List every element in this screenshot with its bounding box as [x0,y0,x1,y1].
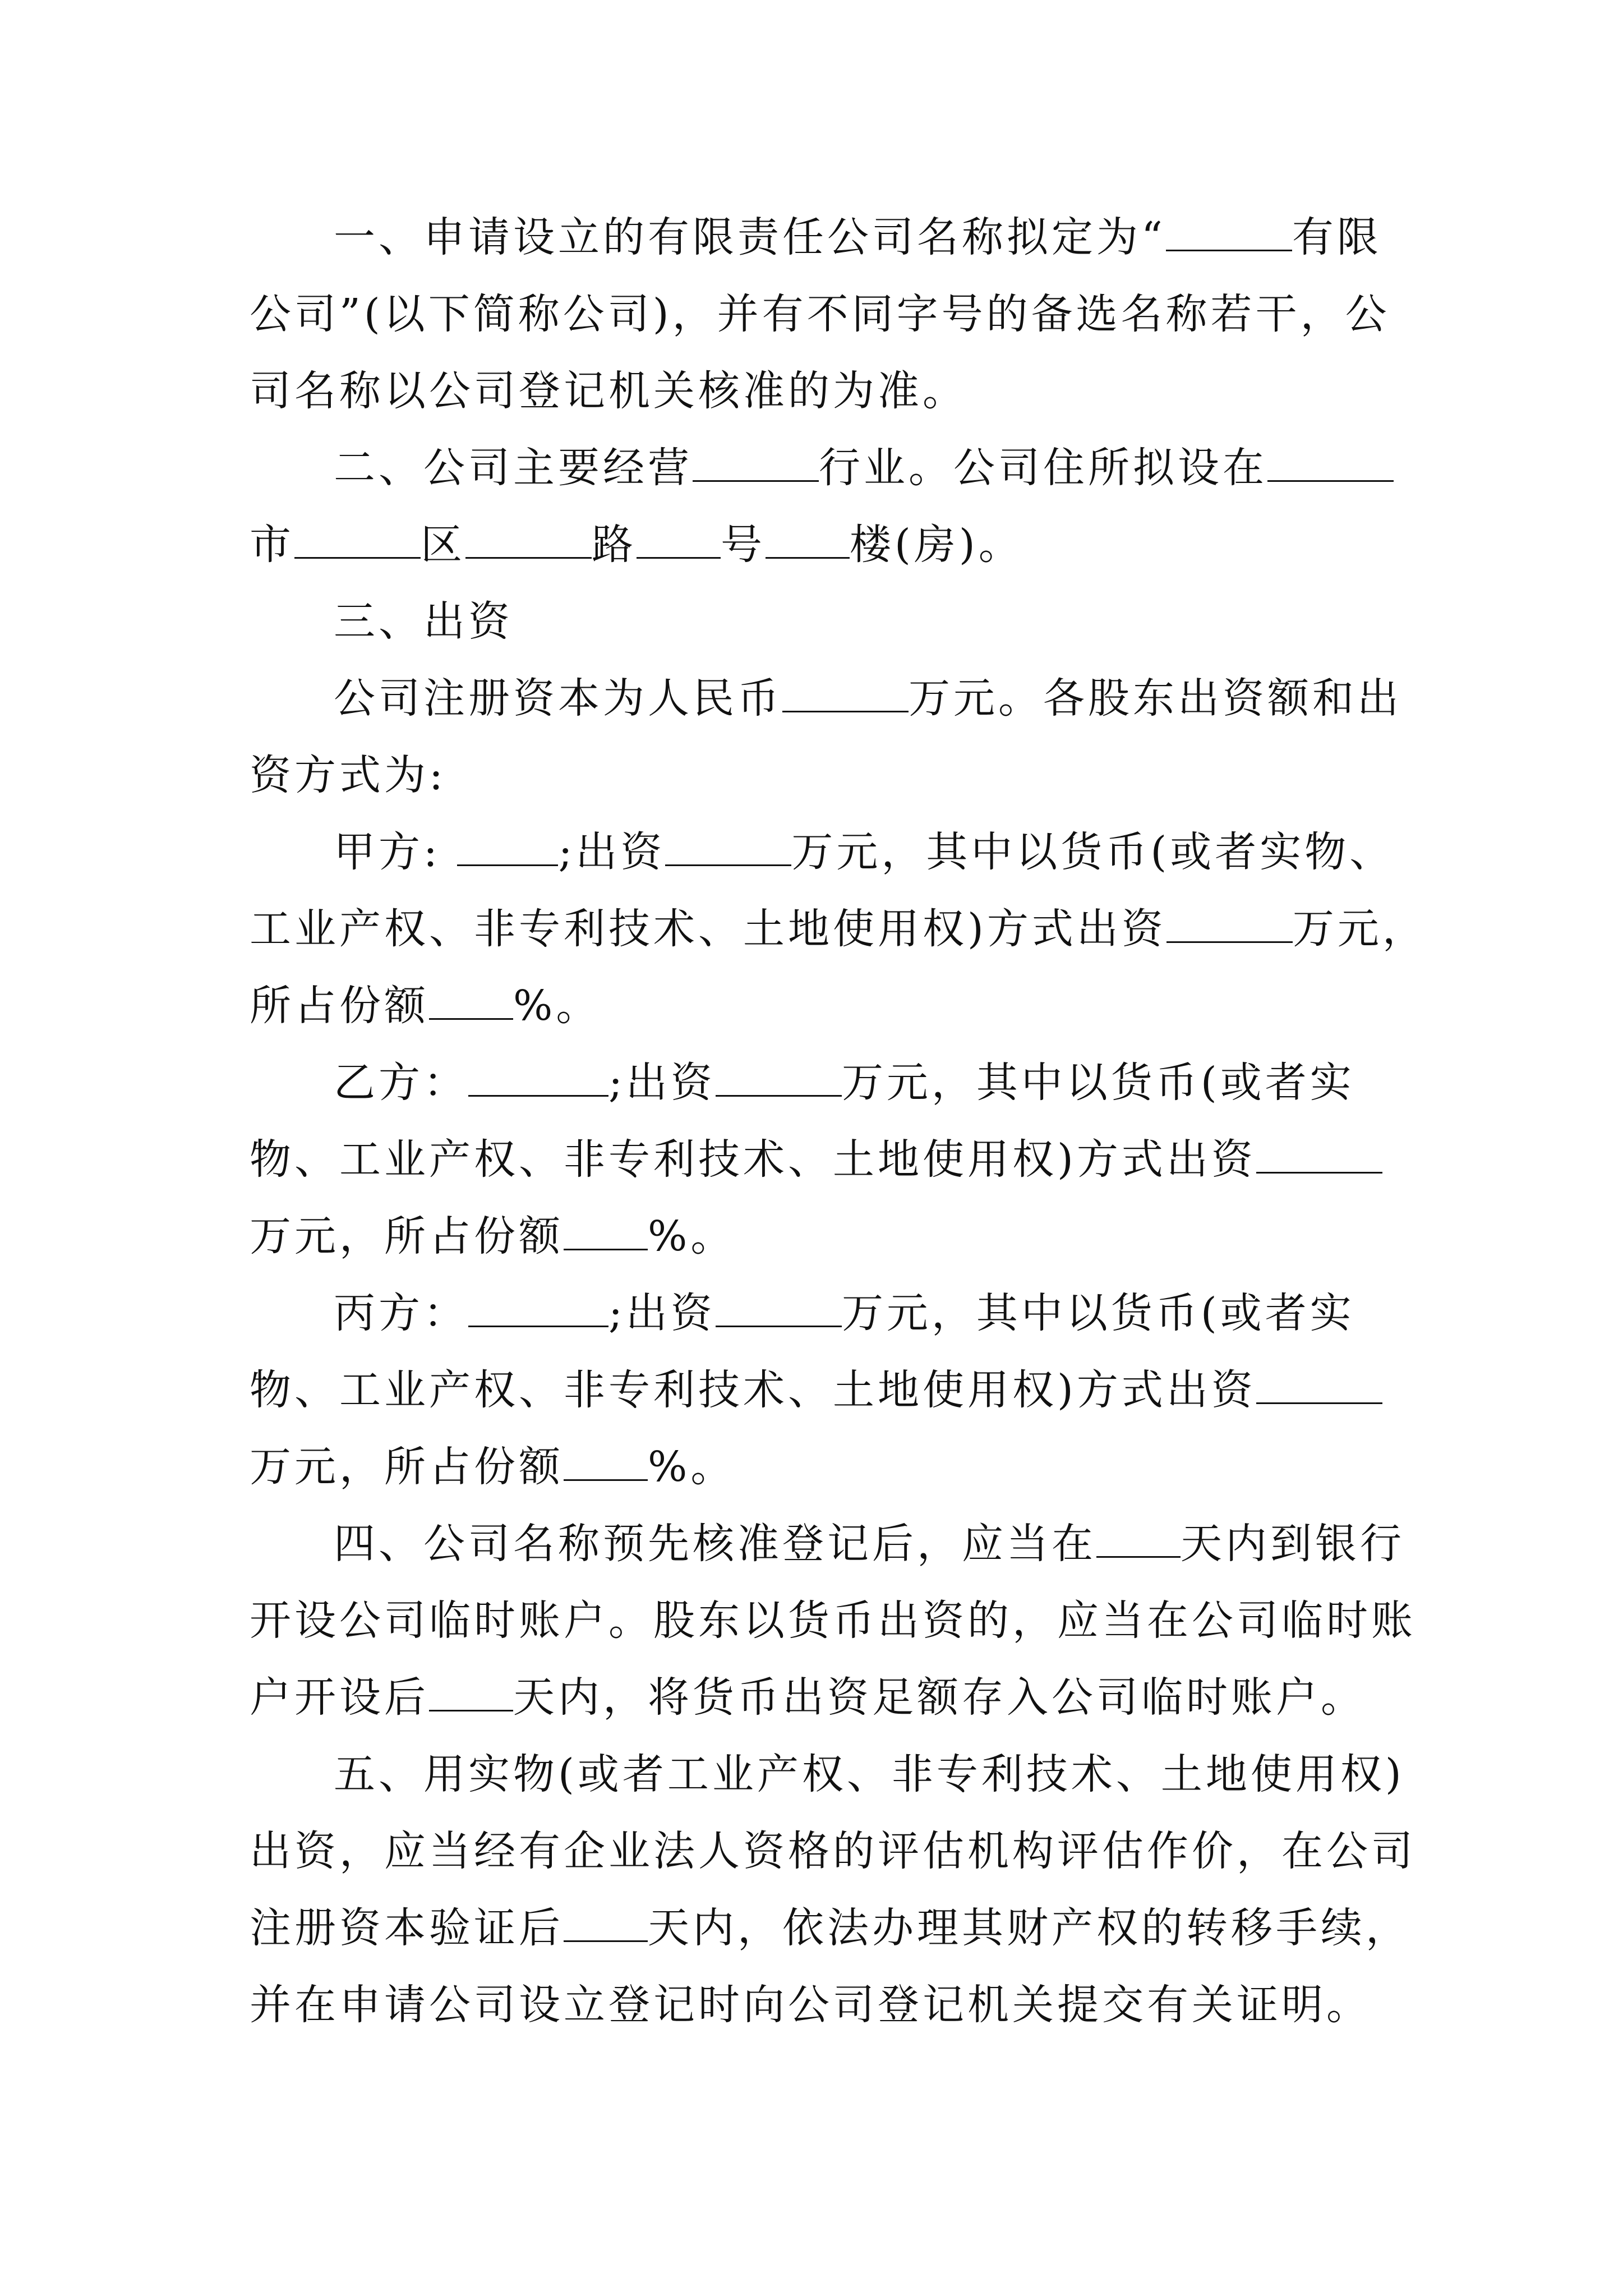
party-a-line-1 [250,814,1395,891]
article-4-text-2: 天内到银行 [1181,1520,1405,1568]
capital-line-2 [250,737,1382,814]
registered-capital-blank [782,676,909,712]
party-a-text-2: 万元，其中以货币(或者实物、 [791,828,1395,876]
road-blank [637,522,721,559]
party-c-text-3: 物、工业产权、非专利技术、土地使用权)方式出资 [250,1366,1256,1414]
party-b-text-4: 万元，所占份额 [250,1212,564,1260]
article-4-line-2 [250,1582,1416,1659]
city-label: 市 [250,521,294,569]
article-2-text: 二、公司主要经营 [334,444,693,492]
article-4-text-5: 天内，将货币出资足额存入公司临时账户。 [513,1673,1366,1722]
document-body [250,199,1427,2044]
transfer-days-blank [564,1906,648,1942]
road-label: 路 [592,521,637,569]
article-1-text-4: 司名称以公司登记机关核准的为准。 [250,367,967,415]
company-name-blank [1166,215,1292,251]
article-5-line-1 [250,1736,1405,1813]
article-5-line-3 [250,1890,1410,1967]
party-a-text-5: 所占份额 [250,982,429,1030]
district-blank [465,522,592,559]
party-a-share-blank [429,983,513,1020]
article-2-text-2: 行业。公司住所拟设在 [819,444,1267,492]
party-a-inkind-blank [1166,907,1293,943]
party-c-line-1 [250,1275,1382,1352]
party-b-line-2 [250,1121,1382,1198]
party-a-label: 甲方: [334,828,458,876]
capital-heading: 三、出资 [334,597,513,646]
party-c-text: ;出资 [608,1289,716,1337]
article-1-text-3: 公司”(以下简称公司)，并有不同字号的备选名称若干，公 [250,290,1390,338]
article-5-text-5: 并在申请公司设立登记时向公司登记机关提交有关证明。 [250,1981,1371,2029]
capital-text-2: 万元。各股东出资额和出 [909,674,1402,723]
party-a-text: ;出资 [558,828,666,876]
industry-blank [693,445,819,482]
party-b-share-blank [564,1214,648,1250]
party-b-name-blank [468,1060,608,1097]
party-b-text-3: 物、工业产权、非专利技术、土地使用权)方式出资 [250,1135,1256,1184]
party-a-name-blank [457,830,558,866]
capital-text: 公司注册资本为人民币 [334,674,782,723]
party-b-percent: %。 [648,1212,736,1260]
article-1-line-3 [250,353,1382,430]
party-c-share-blank [564,1444,648,1481]
party-c-line-2 [250,1352,1382,1429]
party-b-line-1 [250,1045,1382,1121]
number-blank [766,522,850,559]
party-b-line-3 [250,1198,1382,1275]
article-5-text-2: 出资，应当经有企业法人资格的评估机构评估作价，在公司 [250,1827,1416,1875]
article-5-line-2 [250,1813,1416,1890]
address-line-blank [1267,445,1394,482]
article-1-text: 一、申请设立的有限责任公司名称拟定为“ [334,213,1166,261]
article-5-line-4 [250,1967,1382,2044]
article-5-text-3: 注册资本验证后 [250,1904,564,1952]
article-2-line-1 [250,430,1382,507]
party-a-text-3: 工业产权、非专利技术、土地使用权)方式出资 [250,905,1166,953]
article-3-heading [250,583,1382,660]
article-4-line-3 [250,1659,1382,1736]
party-c-text-4: 万元，所占份额 [250,1443,564,1491]
party-b-text: ;出资 [608,1059,716,1107]
capital-line-1 [250,660,1402,737]
article-5-text: 五、用实物(或者工业产权、非专利技术、土地使用权) [334,1750,1405,1798]
article-4-text: 四、公司名称预先核准登记后，应当在 [334,1520,1096,1568]
party-b-text-2: 万元，其中以货币(或者实 [841,1059,1355,1107]
party-c-percent: %。 [648,1443,736,1491]
article-4-line-1 [250,1506,1405,1582]
article-1-text-2: 有限 [1292,213,1382,261]
capital-text-3: 资方式为: [250,751,446,799]
article-1-line-2 [250,276,1390,353]
article-5-text-4: 天内，依法办理其财产权的转移手续， [648,1904,1410,1952]
party-c-text-2: 万元，其中以货币(或者实 [841,1289,1355,1337]
party-a-line-3 [250,968,1382,1045]
number-label: 号 [721,521,766,569]
party-c-label: 丙方： [334,1289,468,1337]
article-4-text-4: 户开设后 [250,1673,429,1722]
article-2-line-2 [250,507,1382,583]
district-label: 区 [421,521,465,569]
party-c-amount-blank [716,1291,842,1327]
party-c-inkind-blank [1256,1368,1382,1404]
party-a-line-2 [250,891,1427,968]
party-a-text-4: 万元， [1292,905,1427,953]
party-b-amount-blank [716,1060,842,1097]
building-label: 楼(房)。 [850,521,1023,569]
party-a-percent: %。 [513,982,601,1030]
article-1-line-1 [250,199,1382,276]
party-a-amount-blank [665,830,791,866]
deposit-days-blank [429,1675,513,1711]
party-c-line-3 [250,1429,1382,1506]
party-c-name-blank [468,1291,608,1327]
party-b-inkind-blank [1256,1137,1382,1174]
bank-days-blank [1096,1521,1181,1558]
city-blank [294,522,421,559]
article-4-text-3: 开设公司临时账户。股东以货币出资的，应当在公司临时账 [250,1596,1416,1645]
party-b-label: 乙方： [334,1059,468,1107]
